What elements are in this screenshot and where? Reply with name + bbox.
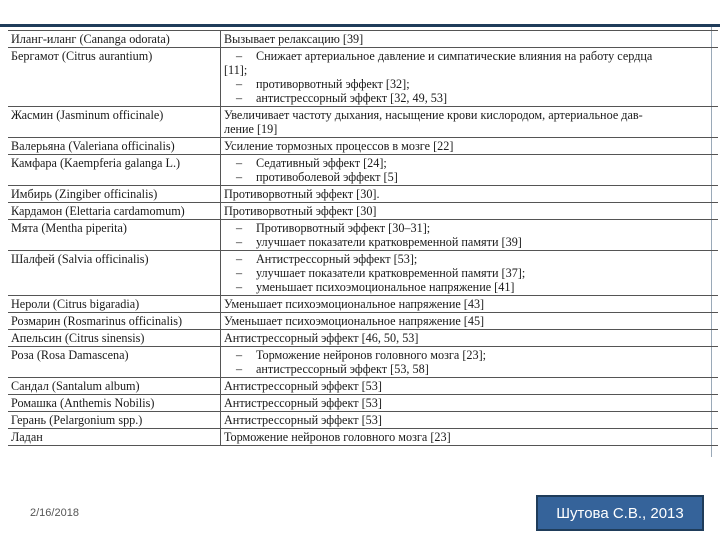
plant-cell: Сандал (Santalum album) xyxy=(8,378,221,395)
effect-list-item xyxy=(224,348,715,362)
effect-cell xyxy=(221,155,719,186)
effect-cell xyxy=(221,186,719,203)
dash-bullet-icon: – xyxy=(236,170,243,184)
plant-cell: Имбирь (Zingiber officinalis) xyxy=(8,186,221,203)
effect-text: Антистрессорный эффект [46, 50, 53] xyxy=(224,331,419,345)
effect-text: Уменьшает психоэмоциональное напряжение [43] xyxy=(224,297,485,311)
effect-text: улучшает показатели кратковременной памяти [39] xyxy=(256,235,522,249)
plant-cell: Нероли (Citrus bigaradia) xyxy=(8,296,221,313)
top-divider xyxy=(0,24,720,27)
table-row xyxy=(8,31,718,48)
effect-list-item xyxy=(224,221,715,235)
effect-cell xyxy=(221,220,719,251)
effect-text: Седативный эффект [24]; xyxy=(256,156,387,170)
plant-cell: Апельсин (Citrus sinensis) xyxy=(8,330,221,347)
effect-cell xyxy=(221,313,719,330)
effect-list-item xyxy=(224,156,715,170)
effect-text: Вызывает релаксацию [39] xyxy=(224,32,364,46)
effect-list-item xyxy=(224,91,715,105)
slide-date: 2/16/2018 xyxy=(30,507,79,519)
effect-text: Антистрессорный эффект [53]; xyxy=(256,252,418,266)
effect-text: антистрессорный эффект [32, 49, 53] xyxy=(256,91,448,105)
effect-text: Антистрессорный эффект [53] xyxy=(224,379,382,393)
effect-list-item xyxy=(224,235,715,249)
effect-list-item xyxy=(224,252,715,266)
effect-list-item xyxy=(224,362,715,376)
dash-bullet-icon: – xyxy=(236,235,243,249)
table-row xyxy=(8,107,718,138)
table-row xyxy=(8,220,718,251)
effect-cell xyxy=(221,395,719,412)
plant-cell: Бергамот (Citrus aurantium) xyxy=(8,48,221,107)
plant-cell: Герань (Pelargonium spp.) xyxy=(8,412,221,429)
effect-list-item xyxy=(224,49,715,63)
effect-list-item xyxy=(224,266,715,280)
table-body xyxy=(8,31,718,446)
effect-text: Противорвотный эффект [30] xyxy=(224,204,377,218)
effect-cell xyxy=(221,48,719,107)
effect-list-item xyxy=(224,170,715,184)
dash-bullet-icon: – xyxy=(236,266,243,280)
table-row xyxy=(8,429,718,446)
effect-text: Уменьшает психоэмоциональное напряжение [45] xyxy=(224,314,485,328)
effect-text: улучшает показатели кратковременной памяти [37]; xyxy=(256,266,526,280)
plant-cell: Ладан xyxy=(8,429,221,446)
effect-cell xyxy=(221,31,719,48)
plant-cell: Валерьяна (Valeriana officinalis) xyxy=(8,138,221,155)
effect-text: [11]; xyxy=(224,63,248,77)
effect-text: Увеличивает частоту дыхания, насыщение крови кислородом, артериальное дав- xyxy=(224,108,643,122)
effect-list-item xyxy=(224,280,715,294)
effect-cell xyxy=(221,251,719,296)
dash-bullet-icon: – xyxy=(236,77,243,91)
effect-text: Противорвотный эффект [30–31]; xyxy=(256,221,431,235)
effect-text: Торможение нейронов головного мозга [23] xyxy=(224,430,451,444)
plant-cell: Роза (Rosa Damascena) xyxy=(8,347,221,378)
author-label: Шутова С.В., 2013 xyxy=(556,504,684,522)
table-row xyxy=(8,347,718,378)
effect-text: уменьшает психоэмоциональное напряжение [41] xyxy=(256,280,515,294)
table-row xyxy=(8,48,718,107)
effect-text: Противорвотный эффект [30]. xyxy=(224,187,380,201)
effect-text: противоболевой эффект [5] xyxy=(256,170,398,184)
table-row xyxy=(8,378,718,395)
dash-bullet-icon: – xyxy=(236,221,243,235)
plant-cell: Шалфей (Salvia officinalis) xyxy=(8,251,221,296)
effect-cell xyxy=(221,429,719,446)
table-row xyxy=(8,330,718,347)
table-row xyxy=(8,155,718,186)
dash-bullet-icon: – xyxy=(236,252,243,266)
plant-cell: Кардамон (Elettaria cardamomum) xyxy=(8,203,221,220)
plant-cell: Ромашка (Anthemis Nobilis) xyxy=(8,395,221,412)
effect-cell xyxy=(221,412,719,429)
dash-bullet-icon: – xyxy=(236,156,243,170)
plant-cell: Розмарин (Rosmarinus officinalis) xyxy=(8,313,221,330)
plant-cell: Жасмин (Jasminum officinale) xyxy=(8,107,221,138)
dash-bullet-icon: – xyxy=(236,362,243,376)
effect-text: Усиление тормозных процессов в мозге [22] xyxy=(224,139,454,153)
plant-cell: Иланг-иланг (Cananga odorata) xyxy=(8,31,221,48)
effect-text: ление [19] xyxy=(224,122,278,136)
dash-bullet-icon: – xyxy=(236,280,243,294)
effect-cell xyxy=(221,296,719,313)
table-row xyxy=(8,251,718,296)
table-row xyxy=(8,412,718,429)
table-row xyxy=(8,138,718,155)
effect-text: антистрессорный эффект [53, 58] xyxy=(256,362,429,376)
effect-text: Антистрессорный эффект [53] xyxy=(224,413,382,427)
dash-bullet-icon: – xyxy=(236,348,243,362)
effect-list-item xyxy=(224,77,715,91)
effect-cell xyxy=(221,203,719,220)
effect-text: Антистрессорный эффект [53] xyxy=(224,396,382,410)
table-row xyxy=(8,313,718,330)
table-row xyxy=(8,395,718,412)
plant-cell: Камфара (Kaempferia galanga L.) xyxy=(8,155,221,186)
effect-cell xyxy=(221,107,719,138)
effect-text: Снижает артериальное давление и симпатические влияния на работу сердца xyxy=(256,49,653,63)
plant-cell: Мята (Mentha piperita) xyxy=(8,220,221,251)
effect-text: противорвотный эффект [32]; xyxy=(256,77,410,91)
table-row xyxy=(8,296,718,313)
table-row xyxy=(8,203,718,220)
effects-table xyxy=(8,30,718,446)
effect-cell xyxy=(221,330,719,347)
effect-cell xyxy=(221,378,719,395)
table-row xyxy=(8,186,718,203)
author-badge xyxy=(536,495,704,531)
effect-cell xyxy=(221,138,719,155)
effect-cell xyxy=(221,347,719,378)
dash-bullet-icon: – xyxy=(236,49,243,63)
effect-text: Торможение нейронов головного мозга [23]; xyxy=(256,348,487,362)
dash-bullet-icon: – xyxy=(236,91,243,105)
